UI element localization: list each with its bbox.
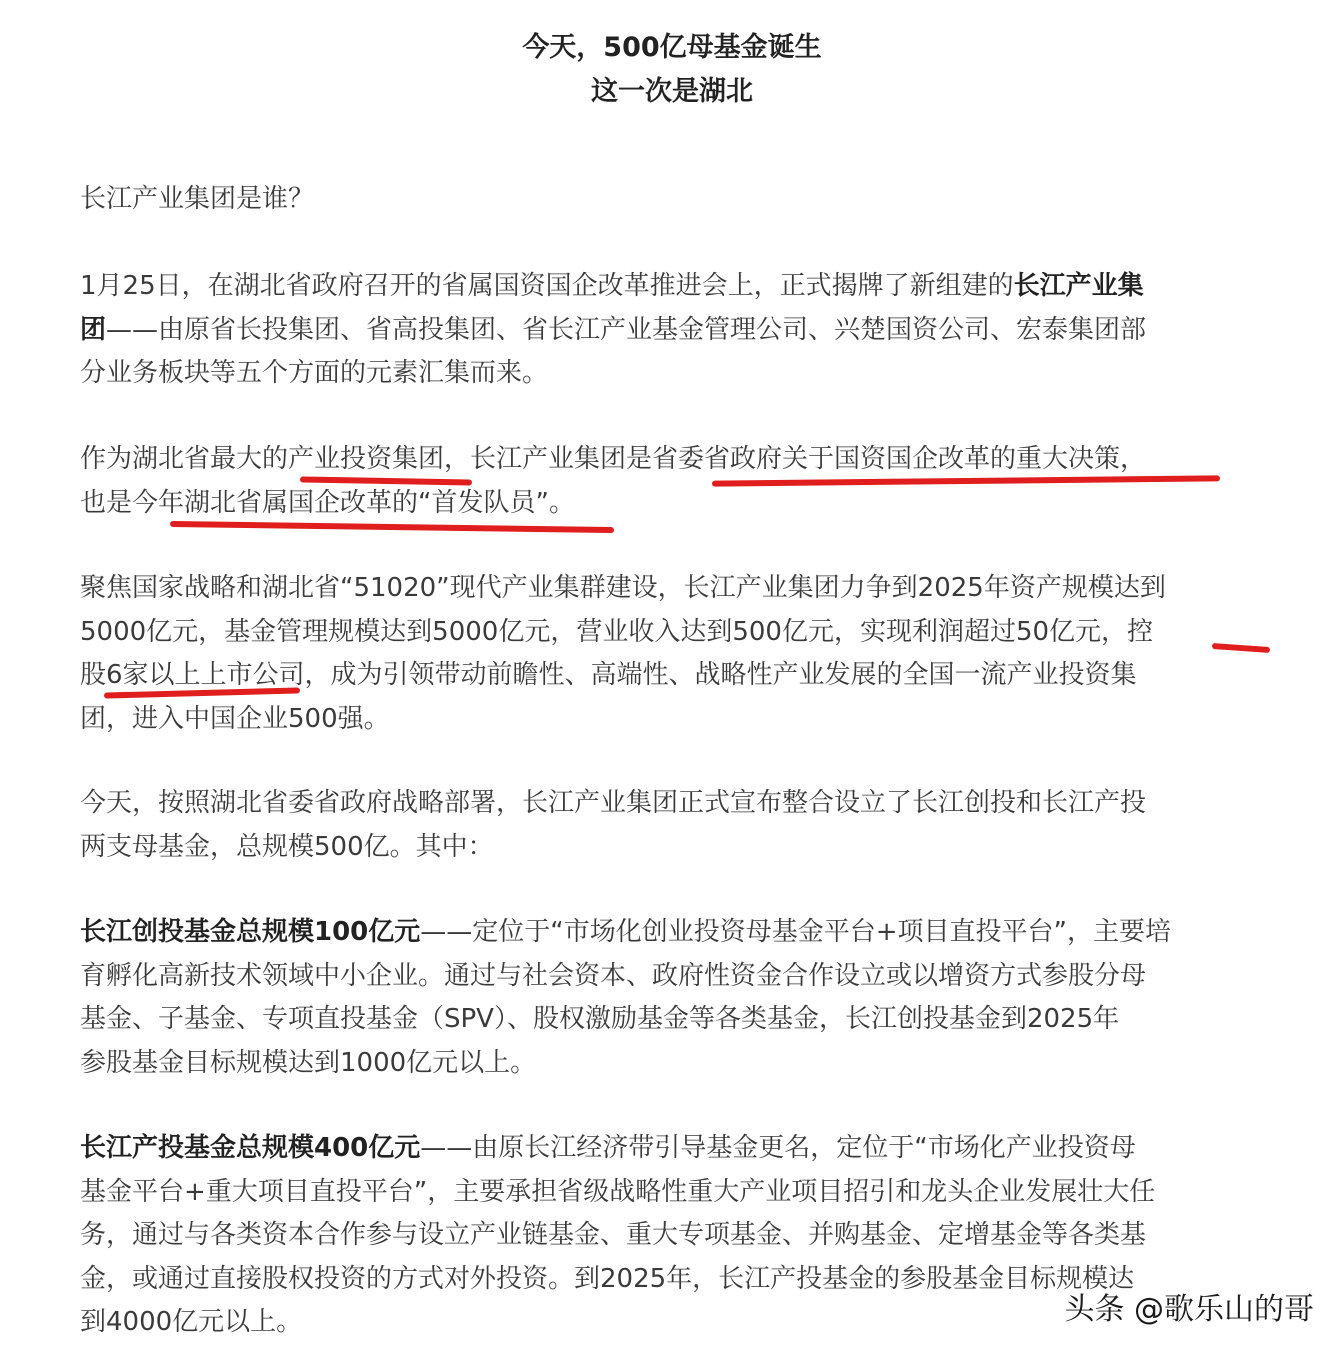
venture-line-1 — [80, 911, 1262, 955]
goals-line-2: 5000亿元，基金管理规模达到5000亿元，营业收入达到500亿元，实现利润超过50亿元，控 — [80, 616, 1154, 647]
founding-line-2 — [80, 309, 1262, 353]
goals-line-1: 聚焦国家战略和湖北省“51020”现代产业集群建设，长江产业集团力争到2025年资产规模达到 — [80, 573, 1166, 603]
group-name-bold: 长江产业集 — [1013, 271, 1144, 301]
goals-line-4: 团，进入中国企业500强。 — [80, 703, 390, 734]
paragraph-funds-intro — [80, 782, 1262, 869]
industry-line-3: 务，通过与各类资本合作参与设立产业链基金、重大专项基金、并购基金、定增基金等各类基 — [80, 1220, 1147, 1250]
industry-line-4: 金，或通过直接股权投资的方式对外投资。到2025年，长江产投基金的参股基金目标规模达 — [80, 1263, 1135, 1294]
funds-intro-line-1: 今天，按照湖北省委省政府战略部署，长江产业集团正式宣布整合设立了长江创投和长江产投 — [80, 788, 1147, 818]
paragraph-venture-fund — [80, 911, 1262, 1085]
industry-text: ——由原长江经济带引导基金更名，定位于“市场化产业投资母 — [420, 1133, 1136, 1163]
venture-line-3: 基金、子基金、专项直投基金（SPV）、股权激励基金等各类基金，长江创投基金到2025年 — [80, 1004, 1120, 1034]
founding-text-cont: ——由原省长投集团、省高投集团、省长江产业基金管理公司、兴楚国资公司、宏泰集团部 — [106, 314, 1147, 345]
role-line-2: 也是今年湖北省属国企改革的“首发队员”。 — [80, 487, 575, 518]
founding-text: 1月25日，在湖北省政府召开的省属国资国企改革推进会上，正式揭牌了新组建的 — [80, 271, 1014, 301]
watermark-text: 头条 @歌乐山的哥 — [1064, 1292, 1314, 1327]
goals-line-3: 股6家以上上市公司，成为引领带动前瞻性、高端性、战略性产业发展的全国一流产业投资集 — [80, 660, 1137, 690]
group-name-bold-end: 团 — [80, 314, 107, 345]
venture-line-2: 育孵化高新技术领域中小企业。通过与社会资本、政府性资金合作设立或以增资方式参股分母 — [80, 960, 1147, 991]
question-text: 长江产业集团是谁？ — [80, 184, 315, 214]
venture-text: ——定位于“市场化创业投资母基金平台+项目直投平台”，主要培 — [420, 917, 1172, 947]
paragraph-question — [80, 178, 1262, 222]
venture-line-4: 参股基金目标规模达到1000亿元以上。 — [80, 1047, 537, 1078]
industry-line-1 — [80, 1127, 1262, 1171]
funds-intro-line-2: 两支母基金，总规模500亿。其中： — [80, 831, 494, 862]
title-line-1: 今天，500亿母基金诞生 — [522, 32, 822, 63]
role-line-1: 作为湖北省最大的产业投资集团，长江产业集团是省委省政府关于国资国企改革的重大决策， — [80, 444, 1147, 474]
paragraph-founding — [80, 265, 1262, 396]
paragraph-goals — [80, 567, 1262, 741]
industry-line-5: 到4000亿元以上。 — [80, 1307, 303, 1337]
founding-line-1 — [80, 265, 1262, 309]
title-line-2: 这一次是湖北 — [591, 76, 753, 107]
article-title — [0, 26, 1344, 114]
venture-fund-bold: 长江创投基金总规模100亿元 — [80, 917, 421, 947]
founding-line-3: 分业务板块等五个方面的元素汇集而来。 — [80, 358, 549, 388]
industry-fund-bold: 长江产投基金总规模400亿元 — [80, 1133, 421, 1163]
industry-line-2: 基金平台+重大项目直投平台”，主要承担省级战略性重大产业项目招引和龙头企业发展壮大任 — [80, 1176, 1156, 1207]
